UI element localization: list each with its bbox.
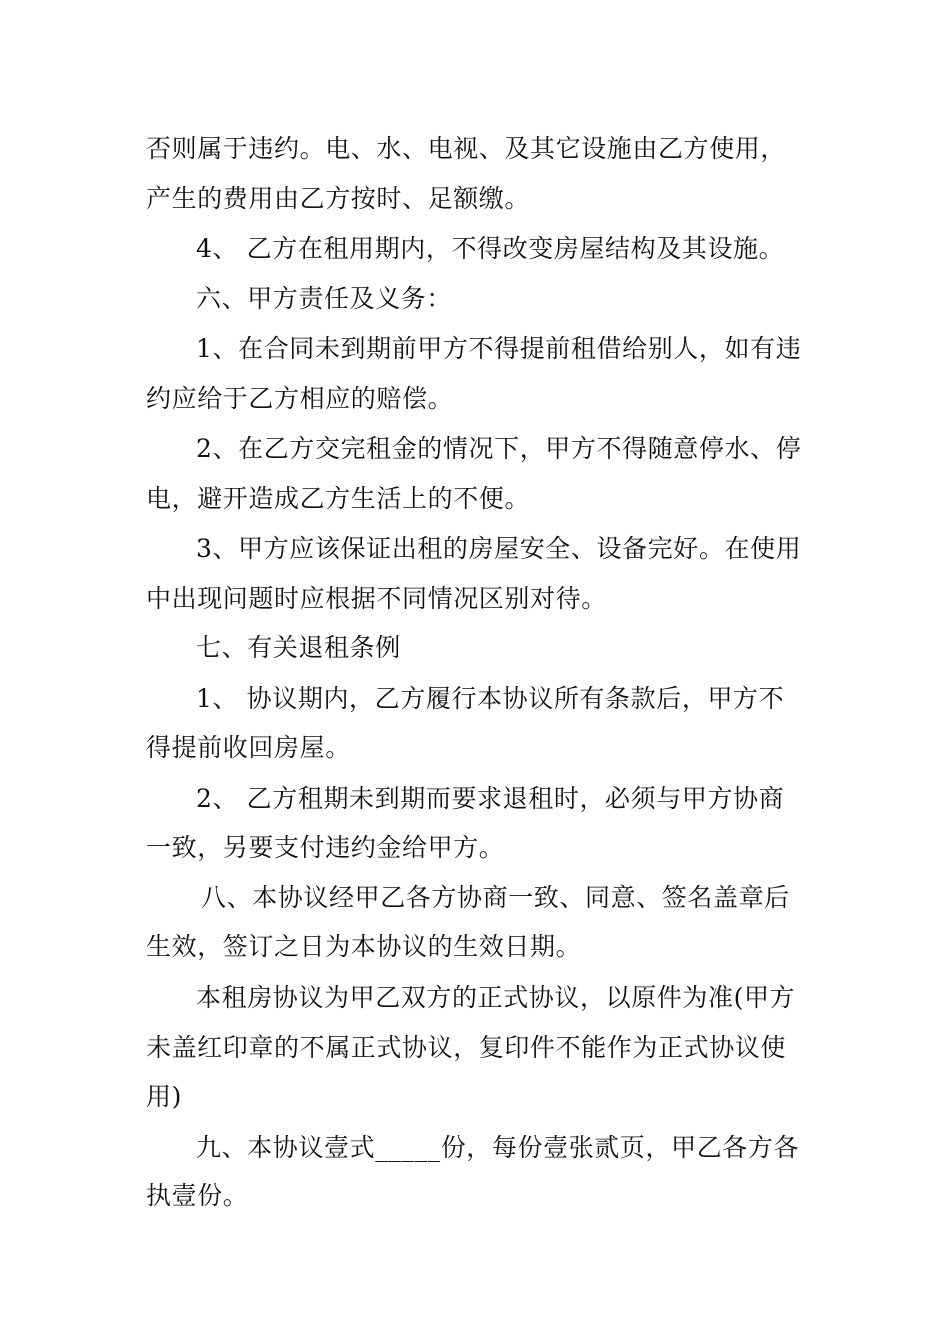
- section-heading-7: 七、有关退租条例: [196, 633, 401, 662]
- text-line-9: 3、甲方应该保证出租的房屋安全、设备完好。在使用: [196, 534, 802, 563]
- section-heading-8: 八、本协议经甲乙各方协商一致、同意、签名盖章后: [201, 883, 790, 912]
- text-line-19: 未盖红印章的不属正式协议，复印件不能作为正式协议使: [146, 1033, 787, 1062]
- text-line-17: 生效，签订之日为本协议的生效日期。: [146, 932, 582, 961]
- section-heading-9: 九、本协议壹式_____份，每份壹张贰页，甲乙各方各: [196, 1133, 800, 1162]
- text-line-1: 否则属于违约。电、水、电视、及其它设施由乙方使用，: [146, 134, 787, 163]
- text-line-6: 约应给于乙方相应的赔偿。: [146, 384, 454, 413]
- text-line-8: 电，避开造成乙方生活上的不便。: [146, 484, 531, 513]
- text-line-15: 一致，另要支付违约金给甲方。: [146, 833, 505, 862]
- text-line-12: 1、 协议期内，乙方履行本协议所有条款后，甲方不: [196, 684, 785, 713]
- text-line-22: 执壹份。: [146, 1181, 249, 1210]
- text-line-18: 本租房协议为甲乙双方的正式协议，以原件为准(甲方: [196, 983, 796, 1012]
- text-line-3: 4、 乙方在租用期内，不得改变房屋结构及其设施。: [196, 234, 785, 263]
- text-line-20: 用): [146, 1082, 182, 1111]
- text-line-13: 得提前收回房屋。: [146, 733, 351, 762]
- text-line-2: 产生的费用由乙方按时、足额缴。: [146, 184, 531, 213]
- section-heading-6: 六、甲方责任及义务：: [196, 284, 453, 313]
- text-line-7: 2、在乙方交完租金的情况下，甲方不得随意停水、停: [196, 434, 802, 463]
- text-line-10: 中出现问题时应根据不同情况区别对待。: [146, 584, 607, 613]
- text-line-5: 1、在合同未到期前甲方不得提前租借给别人，如有违: [196, 334, 802, 363]
- text-line-14: 2、 乙方租期未到期而要求退租时，必须与甲方协商: [196, 784, 785, 813]
